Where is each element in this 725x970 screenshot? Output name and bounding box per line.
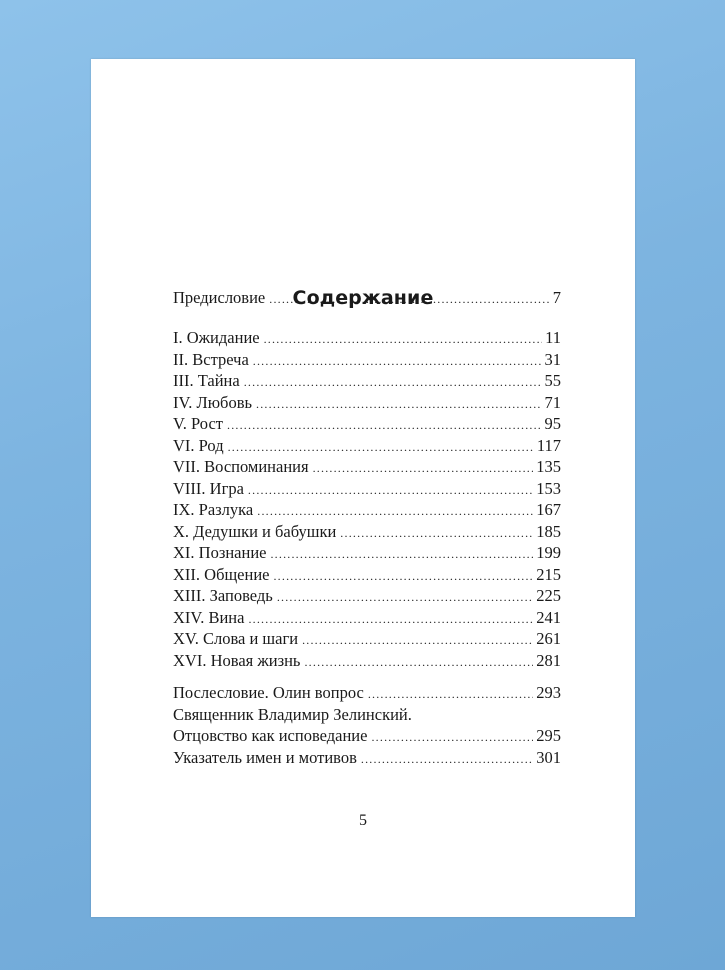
toc-leader-dots <box>264 328 543 350</box>
toc-leader-dots <box>253 350 542 372</box>
toc-entry-chapter <box>173 628 561 650</box>
toc-entry-page: 199 <box>536 543 561 562</box>
toc-leader-dots <box>277 586 533 608</box>
toc-entry-index <box>173 747 561 769</box>
toc-entry-label: XV. Слова и шаги <box>173 629 299 648</box>
toc-entry-page: 261 <box>536 629 561 648</box>
toc-entry-label: XI. Познание <box>173 543 267 562</box>
toc-entry-chapter <box>173 585 561 607</box>
toc-entry-page: 225 <box>536 586 561 605</box>
toc-entry-page: 7 <box>552 288 561 307</box>
toc-entry-author-line <box>173 704 561 726</box>
toc-entry-page: 11 <box>545 328 561 347</box>
toc-entry-label: XIV. Вина <box>173 607 245 627</box>
toc-entry-chapter <box>173 435 561 457</box>
toc-entry-essay <box>173 725 561 747</box>
toc-leader-dots <box>368 683 533 705</box>
toc-entry-page: 281 <box>536 650 561 670</box>
toc-entry-chapter <box>173 499 561 521</box>
toc-entry-page: 215 <box>536 564 561 584</box>
toc-leader-dots <box>248 608 533 630</box>
toc-entry-chapter <box>173 456 561 478</box>
toc-entry-chapter <box>173 413 561 435</box>
toc-entry-page: 71 <box>544 392 561 412</box>
toc-leader-dots <box>269 288 550 310</box>
toc-entry-label: Указатель имен и мотивов <box>173 747 357 767</box>
toc-entry-page: 55 <box>544 371 561 390</box>
toc-entry-label: X. Дедушки и бабушки <box>173 521 337 541</box>
toc-entry-page: 301 <box>536 747 561 767</box>
toc-entry-afterword <box>173 682 561 704</box>
toc-leader-dots <box>248 479 533 501</box>
toc-leader-dots <box>371 726 533 748</box>
toc-entry-chapter <box>173 349 561 371</box>
toc-entry-chapter <box>173 650 561 672</box>
toc-leader-dots <box>302 629 533 651</box>
toc-leader-dots <box>228 436 534 458</box>
toc-entry-label: VIII. Игра <box>173 478 244 498</box>
book-page <box>91 59 635 917</box>
toc-entry-page: 135 <box>536 457 561 476</box>
toc-entry-page: 241 <box>536 607 561 627</box>
toc-leader-dots <box>313 457 534 479</box>
toc-entry-page: 293 <box>536 683 561 702</box>
toc-entry-chapter <box>173 607 561 629</box>
toc-entry-page: 153 <box>536 478 561 498</box>
toc-entry-label: III. Тайна <box>173 371 240 390</box>
toc-entry-page: 295 <box>536 726 561 745</box>
toc-entry-page: 117 <box>536 435 561 455</box>
toc-leader-dots <box>361 748 533 770</box>
toc-entry-label: VI. Род <box>173 435 224 455</box>
toc-entry-preface <box>173 287 561 309</box>
toc-entry-label: II. Встреча <box>173 349 249 369</box>
toc-entry-label: Предисловие <box>173 288 266 307</box>
toc-entry-label: XVI. Новая жизнь <box>173 650 301 670</box>
toc-entry-label: XII. Общение <box>173 564 270 584</box>
toc-entry-chapter <box>173 478 561 500</box>
toc-entry-page: 185 <box>536 521 561 541</box>
toc-entry-page: 31 <box>544 349 561 369</box>
toc-leader-dots <box>340 522 533 544</box>
toc-leader-dots <box>244 371 542 393</box>
toc-entry-chapter <box>173 370 561 392</box>
toc-entry-label: Послесловие. Олин вопрос <box>173 683 364 702</box>
toc-entry-chapter <box>173 392 561 414</box>
toc-entry-label: Священник Владимир Зелинский. <box>173 704 412 724</box>
toc-entry-chapter <box>173 327 561 349</box>
toc-entry-page: 95 <box>544 414 561 433</box>
toc-entry-chapter <box>173 521 561 543</box>
toc-leader-dots <box>257 500 533 522</box>
toc-leader-dots <box>270 543 533 565</box>
page-title: Содержание <box>292 287 434 309</box>
toc-entry-label: IX. Разлука <box>173 500 254 519</box>
toc-leader-dots <box>227 414 542 436</box>
toc-leader-dots <box>304 651 533 673</box>
toc-entry-label: Отцовство как исповедание <box>173 726 368 745</box>
toc-entry-chapter <box>173 564 561 586</box>
toc-entry-label: I. Ожидание <box>173 328 260 347</box>
toc-entry-page: 167 <box>536 500 561 519</box>
toc-entry-label: V. Рост <box>173 414 223 433</box>
toc-entry-label: IV. Любовь <box>173 392 253 412</box>
toc-leader-dots <box>256 393 541 415</box>
toc-entry-chapter <box>173 542 561 564</box>
toc-entry-label: VII. Воспоминания <box>173 457 309 476</box>
page-number: 5 <box>359 812 367 829</box>
toc-leader-dots <box>273 565 533 587</box>
toc-entry-label: XIII. Заповедь <box>173 586 273 605</box>
